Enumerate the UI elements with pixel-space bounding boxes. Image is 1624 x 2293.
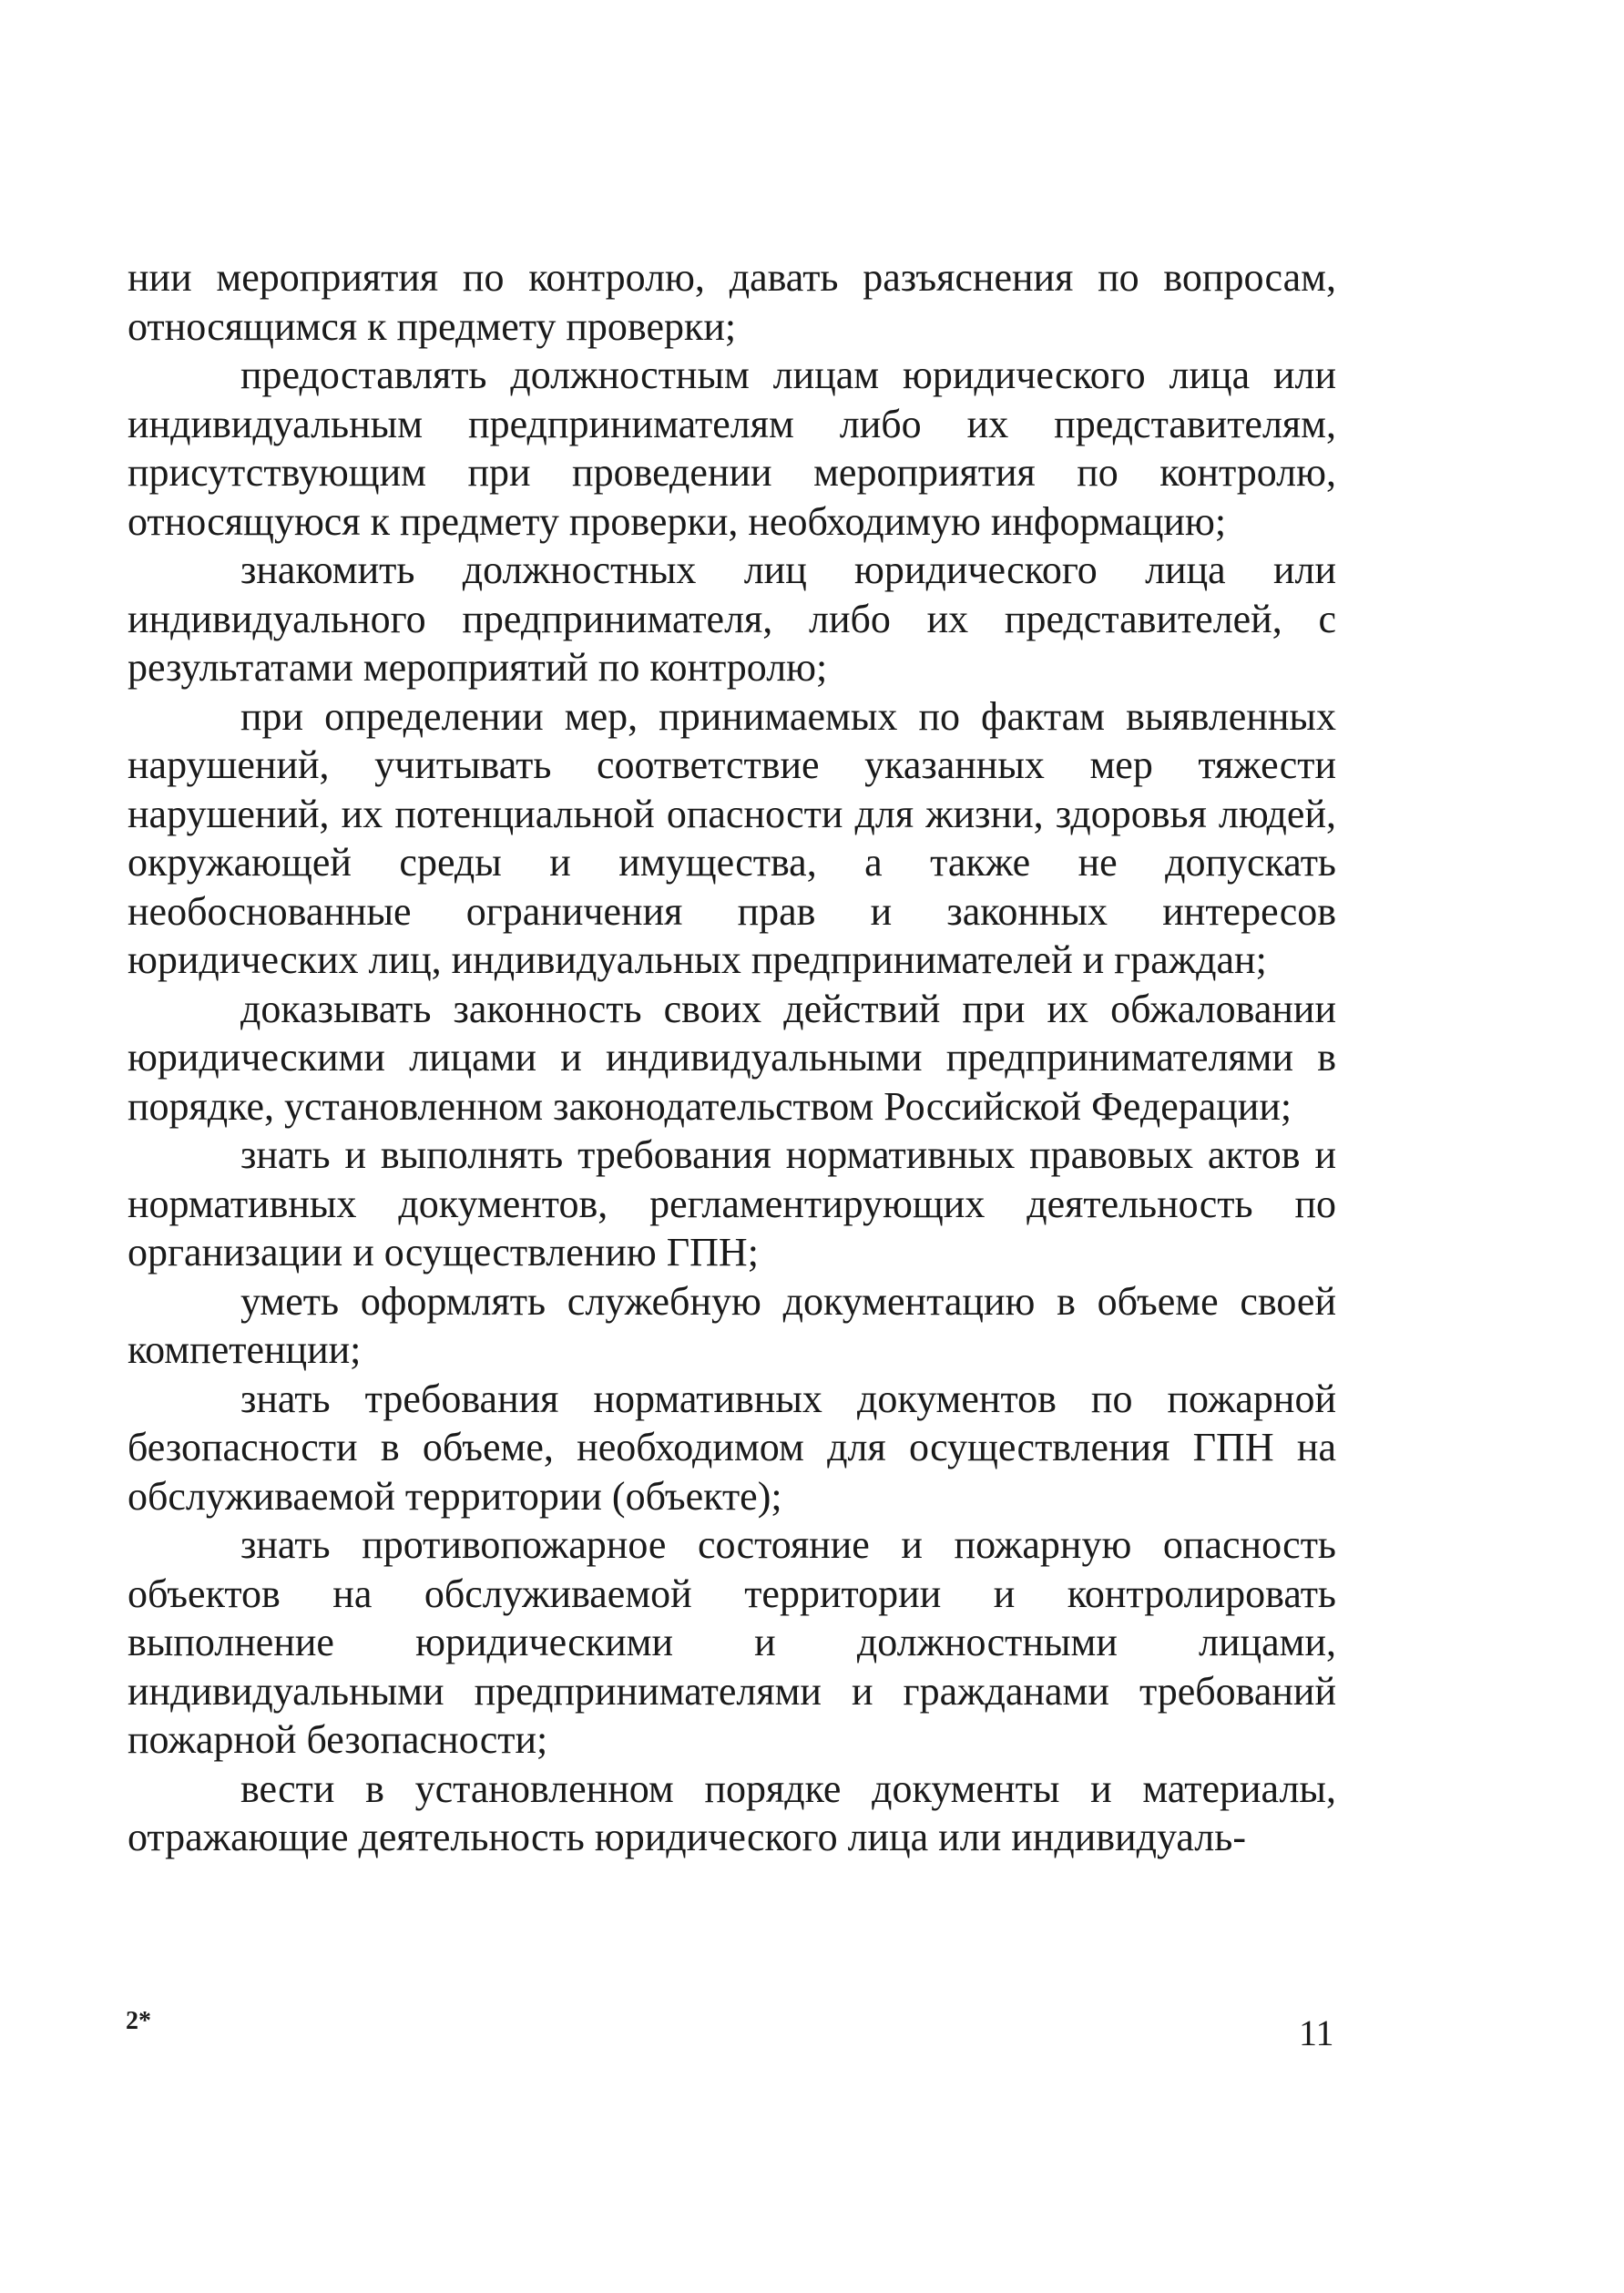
paragraph: вести в установленном порядке документы и материалы, отражающие деятельность юридического лица или индивидуаль-: [128, 1766, 1336, 1859]
paragraph: предоставлять должностным лицам юридического лица или индивидуальным предпринимателям либо их представителям, присутствующим при проведении мероприятия по контролю, относящуюся к предмету проверки, необходимую информацию;: [128, 353, 1336, 544]
paragraph-continuation: нии мероприятия по контролю, давать разъяснения по вопросам, относящимся к предмету проверки;: [128, 255, 1336, 349]
body-text: [128, 253, 1336, 1862]
paragraph: знакомить должностных лиц юридического лица или индивидуального предпринимателя, либо их представителей, с результатами мероприятий по контролю;: [128, 548, 1336, 690]
paragraph: знать и выполнять требования нормативных правовых актов и нормативных документов, регламентирующих деятельность по организации и осуществлению ГПН;: [128, 1132, 1336, 1274]
paragraph: доказывать законность своих действий при их обжаловании юридическими лицами и индивидуальными предпринимателями в порядке, установленном законодательством Российской Федерации;: [128, 986, 1336, 1129]
page-number: 11: [1299, 2012, 1334, 2053]
paragraph: знать противопожарное состояние и пожарную опасность объектов на обслуживаемой территории и контролировать выполнение юридическими и должностными лицами, индивидуальными предпринимателями и гражданами требований пожарной безопасности;: [128, 1522, 1336, 1762]
paragraph: знать требования нормативных документов по пожарной безопасности в объеме, необходимом для осуществления ГПН на обслуживаемой территории (объекте);: [128, 1376, 1336, 1519]
paragraph: при определении мер, принимаемых по фактам выявленных нарушений, учитывать соответствие указанных мер тяжести нарушений, их потенциальной опасности для жизни, здоровья людей, окружающей среды и имущества, а также не допускать необоснованные ограничения прав и законных интересов юридических лиц, индивидуальных предпринимателей и граждан;: [128, 693, 1336, 982]
signature-mark: 2*: [126, 2007, 151, 2035]
paragraph: уметь оформлять служебную документацию в объеме своей компетенции;: [128, 1278, 1336, 1372]
